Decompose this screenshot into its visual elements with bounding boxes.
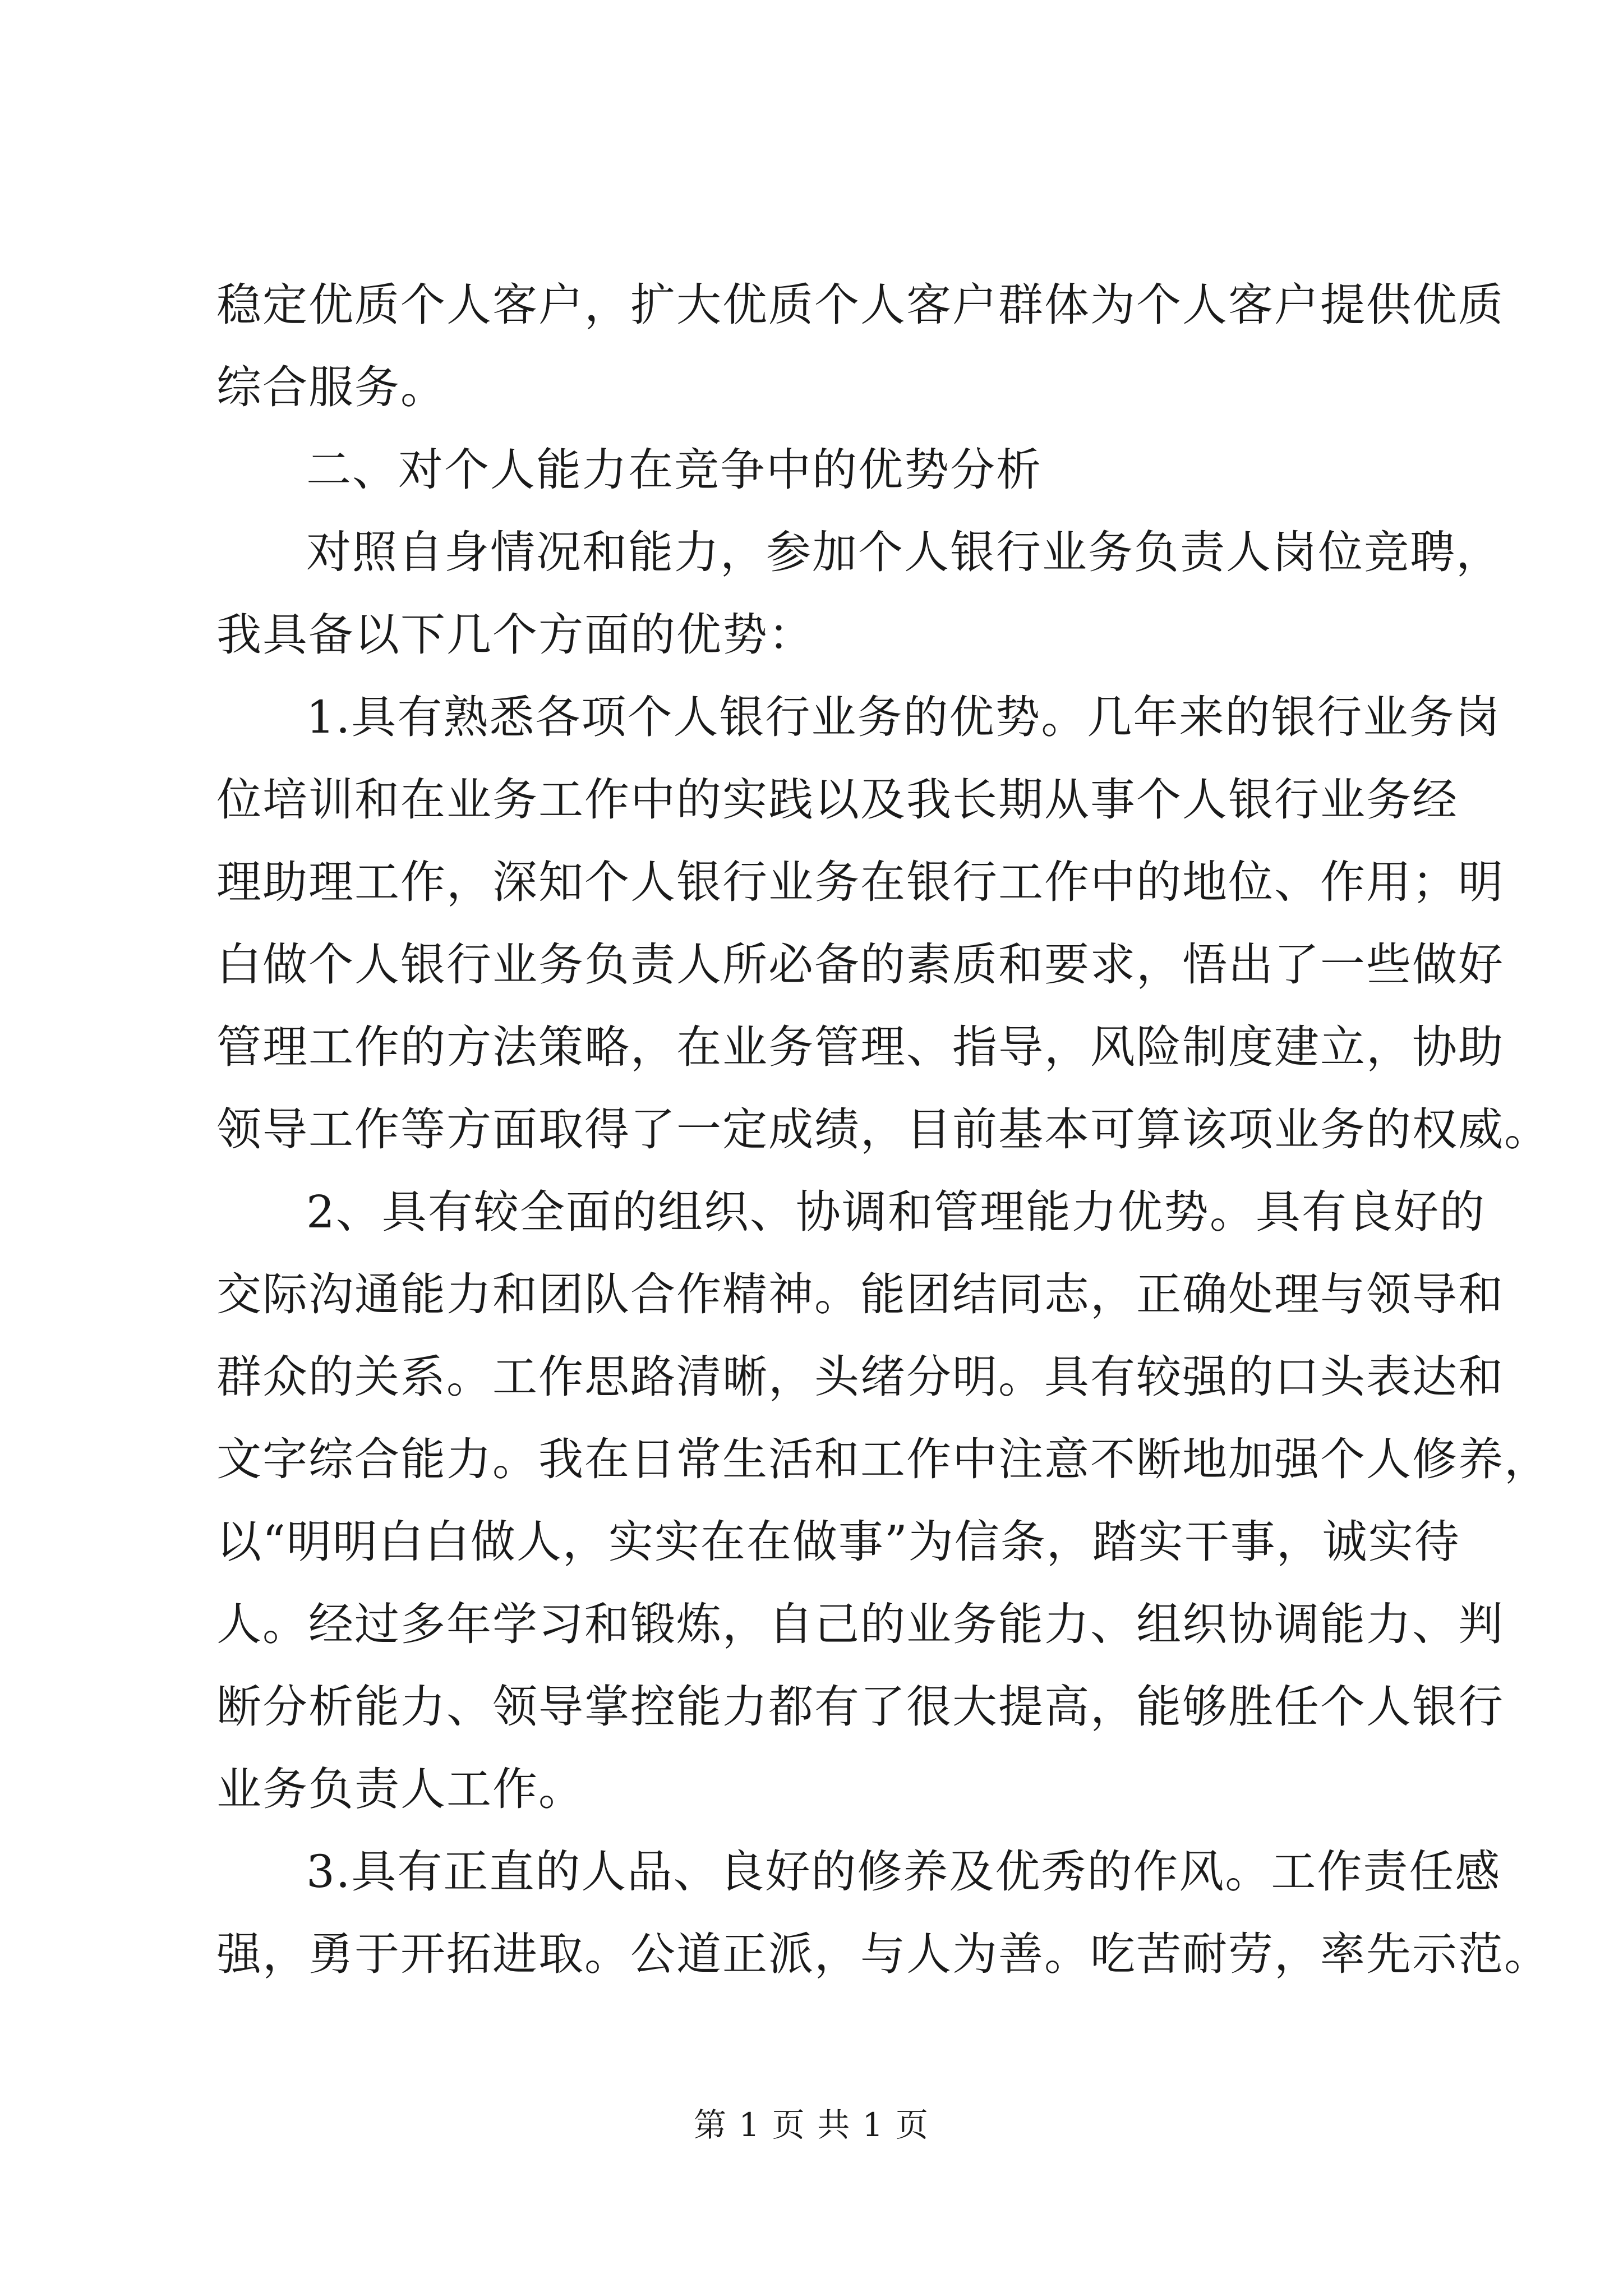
text-line: 管理工作的方法策略，在业务管理、指导，风险制度建立，协助 xyxy=(216,1021,1504,1073)
section-heading: 二、对个人能力在竞争中的优势分析 xyxy=(306,444,1042,496)
text-line: 理助理工作，深知个人银行业务在银行工作中的地位、作用；明 xyxy=(216,856,1504,908)
text-line: 文字综合能力。我在日常生活和工作中注意不断地加强个人修养， xyxy=(216,1433,1550,1485)
text-line: 对照自身情况和能力，参加个人银行业务负责人岗位竞聘， xyxy=(306,526,1502,578)
text-line: 我具备以下几个方面的优势： xyxy=(216,609,814,661)
text-line: 强，勇于开拓进取。公道正派，与人为善。吃苦耐劳，率先示范。 xyxy=(216,1928,1550,1980)
text-line: 1.具有熟悉各项个人银行业务的优势。几年来的银行业务岗 xyxy=(306,691,1501,743)
text-line: 交际沟通能力和团队合作精神。能团结同志，正确处理与领导和 xyxy=(216,1268,1504,1320)
text-line: 位培训和在业务工作中的实践以及我长期从事个人银行业务经 xyxy=(216,774,1458,826)
text-line: 综合服务。 xyxy=(216,361,446,413)
text-line: 人。经过多年学习和锻炼，自己的业务能力、组织协调能力、判 xyxy=(216,1598,1504,1650)
page-number-footer: 第 1 页 共 1 页 xyxy=(694,2106,929,2144)
text-line: 业务负责人工作。 xyxy=(216,1763,584,1815)
text-line: 稳定优质个人客户，扩大优质个人客户群体为个人客户提供优质 xyxy=(216,279,1504,331)
text-line: 领导工作等方面取得了一定成绩，目前基本可算该项业务的权威。 xyxy=(216,1103,1550,1156)
text-line: 3.具有正直的人品、良好的修养及优秀的作风。工作责任感 xyxy=(306,1846,1501,1898)
document-body xyxy=(216,264,1550,1995)
text-line: 群众的关系。工作思路清晰，头绪分明。具有较强的口头表达和 xyxy=(216,1351,1504,1403)
text-line: 白做个人银行业务负责人所必备的素质和要求，悟出了一些做好 xyxy=(216,938,1504,991)
text-line: 断分析能力、领导掌控能力都有了很大提高，能够胜任个人银行 xyxy=(216,1681,1504,1733)
text-line: 2、具有较全面的组织、协调和管理能力优势。具有良好的 xyxy=(306,1186,1486,1238)
text-line: 以“明明白白做人，实实在在做事”为信条，踏实干事，诚实待 xyxy=(216,1516,1460,1568)
